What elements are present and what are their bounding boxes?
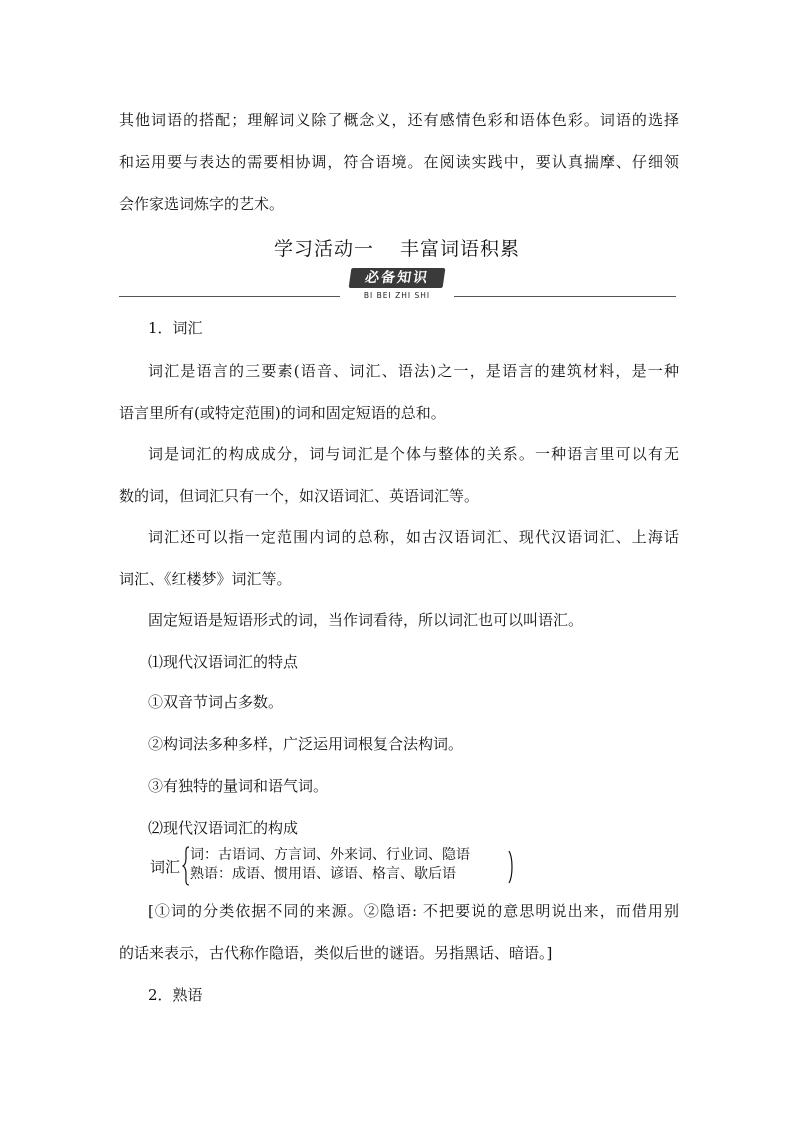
section-title-text: 丰富词语积累 <box>400 238 521 260</box>
knowledge-badge-pinyin: BI BEI ZHI SHI <box>340 291 454 301</box>
paragraph-line: 词汇、《红楼梦》词汇等。 <box>119 570 292 588</box>
tree-root-label: 词汇 <box>150 858 181 876</box>
knowledge-badge: 必备知识 <box>349 268 446 288</box>
paragraph-line: 语言里所有(或特定范围)的词和固定短语的总和。 <box>119 404 446 422</box>
note-line: [①词的分类依据不同的来源。②隐语: 不把要说的意思明说出来，而借用别 <box>148 902 679 920</box>
paragraph-line: 数的词，但词汇只有一个，如汉语词汇、英语词汇等。 <box>119 487 480 505</box>
paragraph-line: 词汇是语言的三要素(语音、词汇、语法)之一，是语言的建筑材料，是一种 <box>148 362 679 380</box>
paragraph-line: 其他词语的搭配；理解词义除了概念义，还有感情色彩和语体色彩。词语的选择 <box>119 111 679 129</box>
section-title <box>0 234 794 261</box>
right-paren-icon <box>507 850 515 884</box>
section-divider-left <box>119 296 341 297</box>
subheading-features: ⑴现代汉语词汇的特点 <box>148 653 299 671</box>
paragraph-line: 会作家选词炼字的艺术。 <box>119 195 285 213</box>
paragraph-line: 和运用要与表达的需要相协调，符合语境。在阅读实践中，要认真揣摩、仔细领 <box>119 153 679 171</box>
section-divider-right <box>453 296 676 297</box>
list-item: ②构词法多种多样，广泛运用词根复合法构词。 <box>148 735 464 753</box>
note-line: 的话来表示，古代称作隐语，类似后世的谜语。另指黑话、暗语。] <box>119 944 553 962</box>
tree-branch-words: 词：古语词、方言词、外来词、行业词、隐语 <box>190 847 470 863</box>
paragraph-line: 词是词汇的构成成分，词与词汇是个体与整体的关系。一种语言里可以有无 <box>148 445 679 463</box>
paragraph-line: 词汇还可以指一定范围内词的总称，如古汉语词汇、现代汉语词汇、上海话 <box>148 528 679 546</box>
tree-branch-idioms: 熟语：成语、惯用语、谚语、格言、歇后语 <box>190 866 456 882</box>
list-item: ①双音节词占多数。 <box>148 693 284 711</box>
heading-vocabulary: 1．词汇 <box>148 319 203 337</box>
section-title-number: 学习活动一 <box>273 238 374 260</box>
subheading-composition: ⑵现代汉语词汇的构成 <box>148 819 299 837</box>
left-brace-icon <box>182 846 190 886</box>
paragraph-line: 固定短语是短语形式的词，当作词看待，所以词汇也可以叫语汇。 <box>148 611 584 629</box>
list-item: ③有独特的量词和语气词。 <box>148 777 329 795</box>
heading-idioms: 2．熟语 <box>148 986 203 1004</box>
